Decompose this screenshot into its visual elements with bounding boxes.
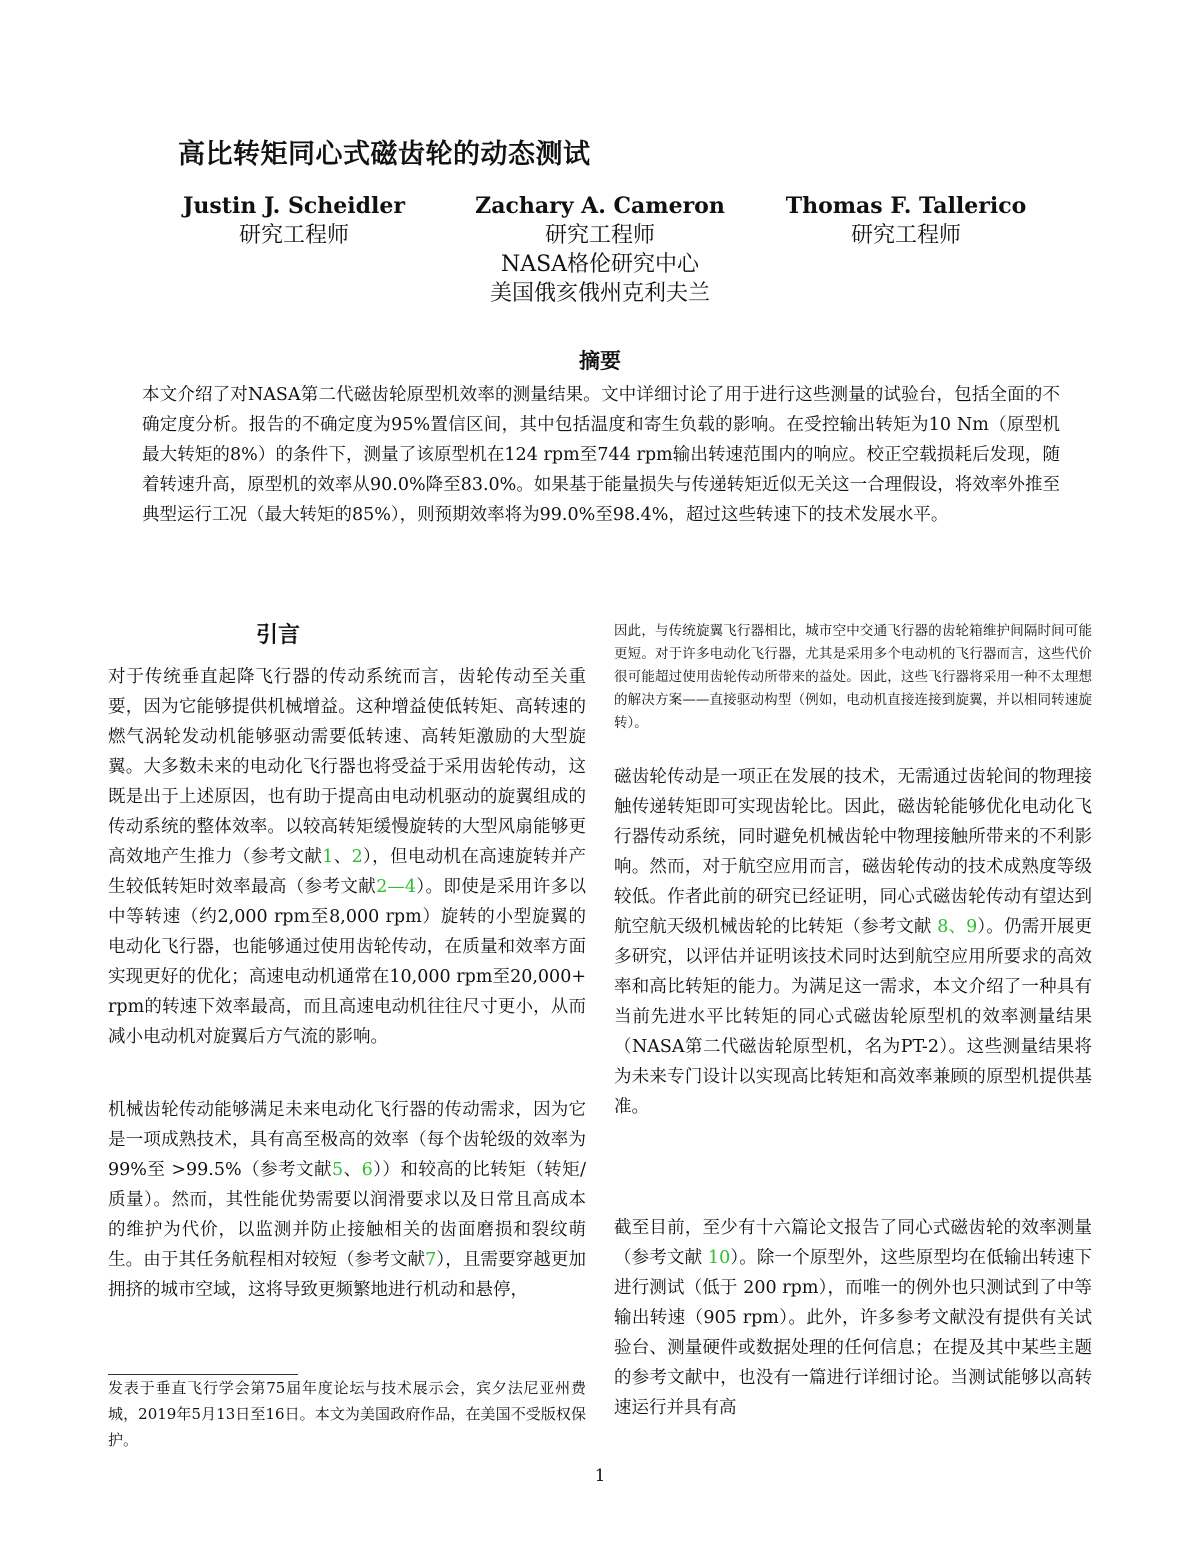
reference-link-4[interactable]: 4 bbox=[404, 877, 416, 897]
author-name: Thomas F. Tallerico bbox=[785, 193, 1027, 219]
reference-link-7[interactable]: 7 bbox=[425, 1250, 437, 1270]
reference-separator: — bbox=[387, 877, 405, 897]
author-location: 美国俄亥俄州克利夫兰 bbox=[489, 281, 710, 306]
reference-separator: 、 bbox=[948, 917, 967, 937]
reference-separator: 、 bbox=[343, 1160, 362, 1180]
author-block-1 bbox=[144, 192, 444, 250]
reference-link-10[interactable]: 10 bbox=[707, 1248, 731, 1268]
intro-paragraph-4 bbox=[614, 762, 1092, 1122]
paragraph-text: 对于传统垂直起降飞行器的传动系统而言，齿轮传动至关重要，因为它能够提供机械增益。这种增益使低转矩、高转速的燃气涡轮发动机能够驱动需要低转速、高转矩激励的大型旋翼。大多数未来的电动化飞行器也将受益于采用齿轮传动，这既是出于上述原因，也有助于提高由电动机驱动的旋翼组成的传动系统的整体效率。以较高转矩缓慢旋转的大型风扇能够更高效地产生推力（参考文献 bbox=[108, 667, 586, 867]
reference-link-9[interactable]: 9 bbox=[966, 917, 978, 937]
paragraph-text: 截至目前，至少有十六篇论文报告了同心式磁齿轮的效率测量（参考文献 bbox=[614, 1218, 1092, 1268]
paragraph-text: ）。即使是采用许多以中等转速（约2,000 rpm至8,000 rpm）旋转的小型旋翼的电动化飞行器，也能够通过使用齿轮传动，在质量和效率方面实现更好的优化；高速电动机通常在10,000 rpm至20,000+ rpm的转速下效率最高，而且高速电动机往往尺寸更小，从而减小电动机对旋翼后方气流的影响。 bbox=[108, 877, 587, 1047]
reference-link-6[interactable]: 6 bbox=[361, 1160, 373, 1180]
reference-link-8[interactable]: 8 bbox=[937, 917, 949, 937]
paragraph-text: 磁齿轮传动是一项正在发展的技术，无需通过齿轮间的物理接触传递转矩即可实现齿轮比。因此，磁齿轮能够优化电动化飞行器传动系统，同时避免机械齿轮中物理接触所带来的不利影响。然而，对于航空应用而言，磁齿轮传动的技术成熟度等级较低。作者此前的研究已经证明，同心式磁齿轮传动有望达到航空航天级机械齿轮的比转矩（参考文献 bbox=[614, 767, 1092, 937]
paragraph-text: ）。仍需开展更多研究，以评估并证明该技术同时达到航空应用所要求的高效率和高比转矩的能力。为满足这一需求，本文介绍了一种具有当前先进水平比转矩的同心式磁齿轮原型机的效率测量结果（NASA第二代磁齿轮原型机，名为PT-2）。这些测量结果将为未来专门设计以实现高比转矩和高效率兼顾的原型机提供基准。 bbox=[614, 917, 1093, 1117]
author-affiliation: NASA格伦研究中心 bbox=[500, 252, 700, 277]
author-role: 研究工程师 bbox=[544, 223, 655, 248]
intro-paragraph-1 bbox=[108, 662, 586, 1052]
abstract-text: 本文介绍了对NASA第二代磁齿轮原型机效率的测量结果。文中详细讨论了用于进行这些测量的试验台，包括全面的不确定度分析。报告的不确定度为95%置信区间，其中包括温度和寄生负载的影响。在受控输出转矩为10 Nm（原型机最大转矩的8%）的条件下，测量了该原型机在124 rpm至744 rpm输出转速范围内的响应。校正空载损耗后发现，随着转速升高，原型机的效率从90.0%降至83.0%。如果基于能量损失与传递转矩近似无关这一合理假设，将效率外推至典型运行工况（最大转矩的85%），则预期效率将为99.0%至98.4%，超过这些转速下的技术发展水平。 bbox=[142, 385, 1060, 525]
author-block-2 bbox=[450, 192, 750, 308]
reference-link-2[interactable]: 2 bbox=[351, 847, 363, 867]
page-title: 高比转矩同心式磁齿轮的动态测试 bbox=[178, 139, 591, 170]
intro-paragraph-2 bbox=[108, 1095, 586, 1305]
author-role: 研究工程师 bbox=[238, 223, 349, 248]
author-name: Justin J. Scheidler bbox=[183, 193, 405, 219]
introduction-heading: 引言 bbox=[255, 622, 300, 648]
reference-link-1[interactable]: 1 bbox=[322, 847, 334, 867]
paragraph-text: ），且需要穿越更加拥挤的城市空域，这将导致更频繁地进行机动和悬停， bbox=[108, 1250, 587, 1300]
reference-link-5[interactable]: 5 bbox=[331, 1160, 344, 1180]
author-role: 研究工程师 bbox=[850, 223, 961, 248]
reference-link-2[interactable]: 2 bbox=[376, 877, 388, 897]
paragraph-text: ））和较高的比转矩（转矩/质量）。然而，其性能优势需要以润滑要求以及日常且高成本的维护为代价，以监测并防止接触相关的齿面磨损和裂纹萌生。由于其任务航程相对较短（参考文献 bbox=[108, 1160, 587, 1270]
author-block-3 bbox=[756, 192, 1056, 250]
paragraph-text: 因此，与传统旋翼飞行器相比，城市空中交通飞行器的齿轮箱维护间隔时间可能更短。对于许多电动化飞行器，尤其是采用多个电动机的飞行器而言，这些代价很可能超过使用齿轮传动所带来的益处。因此，这些飞行器将采用一种不太理想的解决方案——直接驱动构型（例如，电动机直接连接到旋翼，并以相同转速旋转）。 bbox=[614, 623, 1092, 731]
intro-paragraph-3 bbox=[614, 620, 1092, 735]
intro-paragraph-5 bbox=[614, 1213, 1092, 1423]
paragraph-text: ）。除一个原型外，这些原型均在低输出转速下进行测试（低于 200 rpm），而唯一的例外也只测试到了中等输出转速（905 rpm）。此外，许多参考文献没有提供有关试验台、测量硬件或数据处理的任何信息；在提及其中某些主题的参考文献中，也没有一篇进行详细讨论。当测试能够以高转速运行并具有高 bbox=[614, 1248, 1093, 1418]
paragraph-text: 机械齿轮传动能够满足未来电动化飞行器的传动需求，因为它是一项成熟技术，具有高至极高的效率（每个齿轮级的效率为99%至 >99.5%（参考文献 bbox=[108, 1100, 586, 1180]
abstract-heading: 摘要 bbox=[579, 348, 621, 373]
author-name: Zachary A. Cameron bbox=[475, 193, 725, 219]
reference-separator: 、 bbox=[333, 847, 352, 867]
paragraph-text: ），但电动机在高速旋转并产生较低转矩时效率最高（参考文献 bbox=[108, 847, 587, 897]
footnote: 发表于垂直飞行学会第75届年度论坛与技术展示会，宾夕法尼亚州费城，2019年5月13日至16日。本文为美国政府作品，在美国不受版权保护。 bbox=[108, 1379, 586, 1449]
page-number: 1 bbox=[594, 1466, 606, 1486]
